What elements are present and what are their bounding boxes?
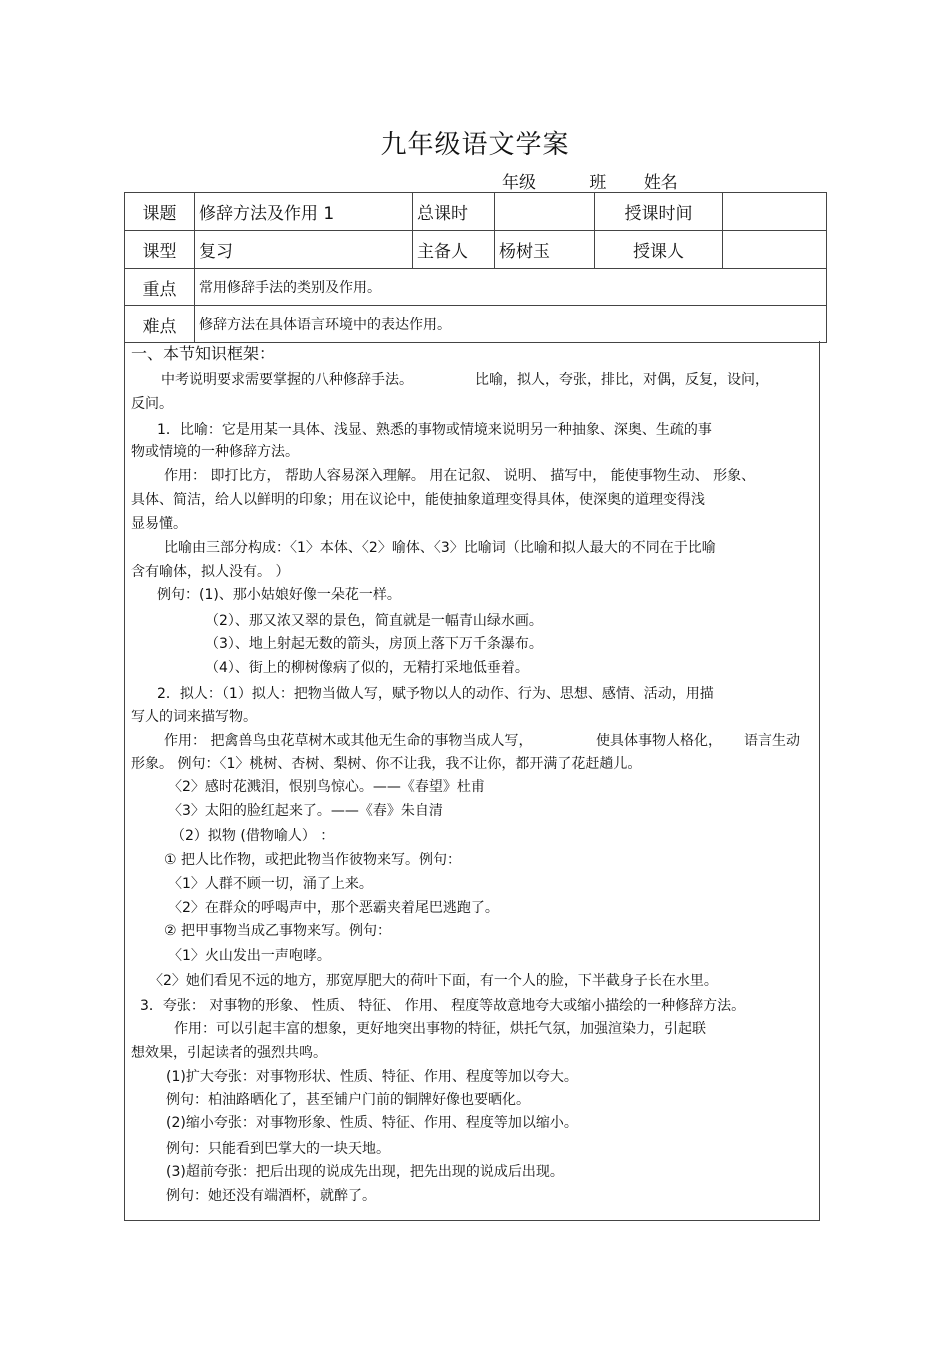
body-line: 形象。 例句：〈1〉桃树、杏树、梨树、你不让我，我不让你，都开满了花赶趟儿。	[131, 756, 642, 772]
class-blank[interactable]	[555, 174, 589, 193]
body-line: 写人的词来描写物。	[131, 709, 257, 725]
difficulty-value: 修辞方法在具体语言环境中的表达作用。	[195, 306, 827, 343]
section-heading: 一、本节知识框架：	[131, 344, 276, 363]
body-line: 2．拟人：（1）拟人：把物当做人写，赋予物以人的动作、行为、思想、感情、活动，用描	[157, 686, 714, 702]
body-line: 1．比喻：它是用某一具体、浅显、熟悉的事物或情境来说明另一种抽象、深奥、生疏的事	[157, 422, 712, 438]
topic-value: 修辞方法及作用 1	[195, 193, 413, 231]
body-line: ② 把甲事物当成乙事物来写。例句：	[164, 923, 392, 939]
body-line: 反问。	[131, 396, 173, 412]
body-line: （4）、街上的柳树像病了似的，无精打采地低垂着。	[205, 660, 529, 676]
body-line: 作用：可以引起丰富的想象，更好地突出事物的特征，烘托气氛，加强渲染力，引起联	[174, 1021, 706, 1037]
body-line: 〈1〉人群不顾一切，涌了上来。	[168, 876, 373, 892]
grade-label: 年级	[502, 173, 536, 193]
preparer-label: 主备人	[413, 231, 495, 269]
body-line: 〈2〉在群众的呼喝声中，那个恶霸夹着尾巴逃跑了。	[168, 900, 499, 916]
teaching-time-value[interactable]	[723, 193, 827, 231]
table-row	[125, 306, 827, 343]
lesson-info-table	[124, 192, 827, 343]
body-line: 物或情境的一种修辞方法。	[131, 444, 299, 460]
body-line: 例句：柏油路晒化了，甚至铺户门前的铜牌好像也要晒化。	[166, 1092, 530, 1108]
body-line: 比喻，拟人，夸张，排比，对偶，反复，设问，	[475, 372, 769, 388]
body-line: (1)扩大夸张：对事物形状、性质、特征、作用、程度等加以夸大。	[166, 1069, 578, 1085]
body-line: 具体、简洁，给人以鲜明的印象；用在议论中，能使抽象道理变得具体，使深奥的道理变得浅	[131, 492, 705, 508]
table-row	[125, 193, 827, 231]
body-line: 使具体事物人格化，	[596, 733, 722, 749]
body-line: 〈3〉太阳的脸红起来了。——《春》朱自清	[168, 803, 443, 819]
body-line: 3．夸张： 对事物的形象、 性质、 特征、 作用、 程度等故意地夸大或缩小描绘的一种修辞方法。	[140, 998, 746, 1014]
body-line: （2）、那又浓又翠的景色，简直就是一幅青山绿水画。	[205, 613, 543, 629]
table-row	[125, 269, 827, 306]
body-line: 〈2〉她们看见不远的地方，那宽厚肥大的荷叶下面，有一个人的脸，下半截身子长在水里。	[149, 973, 718, 989]
name-blank[interactable]	[709, 174, 781, 193]
preparer-value: 杨树玉	[495, 231, 595, 269]
teacher-label: 授课人	[595, 231, 723, 269]
body-line: (3)超前夸张：把后出现的说成先出现，把先出现的说成后出现。	[166, 1164, 564, 1180]
total-periods-value[interactable]	[495, 193, 595, 231]
body-line: （2）拟物 (借物喻人） ：	[171, 828, 335, 844]
total-periods-label: 总课时	[413, 193, 495, 231]
class-name-line	[452, 168, 781, 193]
page-title: 九年级语文学案	[380, 130, 570, 160]
key-point-value: 常用修辞手法的类别及作用。	[195, 269, 827, 306]
class-label: 班	[589, 173, 607, 193]
body-line: 例句：(1)、那小姑娘好像一朵花一样。	[157, 587, 401, 603]
body-line: 中考说明要求需要掌握的八种修辞手法。	[161, 372, 413, 388]
lesson-type-label: 课型	[125, 231, 195, 269]
body-line: ① 把人比作物，或把此物当作彼物来写。例句：	[164, 852, 461, 868]
lesson-type-value: 复习	[195, 231, 413, 269]
body-line: 〈1〉火山发出一声咆哮。	[168, 948, 331, 964]
body-line: 〈2〉感时花溅泪，恨别鸟惊心。——《春望》杜甫	[168, 779, 485, 795]
teaching-time-label: 授课时间	[595, 193, 723, 231]
body-line: 显易懂。	[131, 516, 187, 532]
body-line: (2)缩小夸张：对事物形象、性质、特征、作用、程度等加以缩小。	[166, 1115, 578, 1131]
body-line: （3）、地上射起无数的箭头，房顶上落下万千条瀑布。	[205, 636, 543, 652]
body-line: 作用： 把禽兽鸟虫花草树木或其他无生命的事物当成人写，	[164, 733, 533, 749]
key-point-label: 重点	[125, 269, 195, 306]
body-line: 比喻由三部分构成：〈1〉本体、〈2〉喻体、〈3〉比喻词（比喻和拟人最大的不同在于比喻	[164, 540, 716, 556]
body-line: 想效果，引起读者的强烈共鸣。	[131, 1045, 327, 1061]
name-label: 姓名	[643, 173, 678, 193]
teacher-value[interactable]	[723, 231, 827, 269]
topic-label: 课题	[125, 193, 195, 231]
body-line: 作用： 即打比方， 帮助人容易深入理解。 用在记叙、 说明、 描写中， 能使事物生动、 形象、	[164, 468, 756, 484]
body-line: 例句：只能看到巴掌大的一块天地。	[166, 1141, 390, 1157]
body-line: 例句：她还没有端酒杯，就醉了。	[166, 1188, 376, 1204]
difficulty-label: 难点	[125, 306, 195, 343]
body-line: 语言生动	[744, 733, 800, 749]
grade-blank[interactable]	[452, 174, 502, 193]
table-row	[125, 231, 827, 269]
body-line: 含有喻体，拟人没有。 ）	[131, 564, 290, 580]
